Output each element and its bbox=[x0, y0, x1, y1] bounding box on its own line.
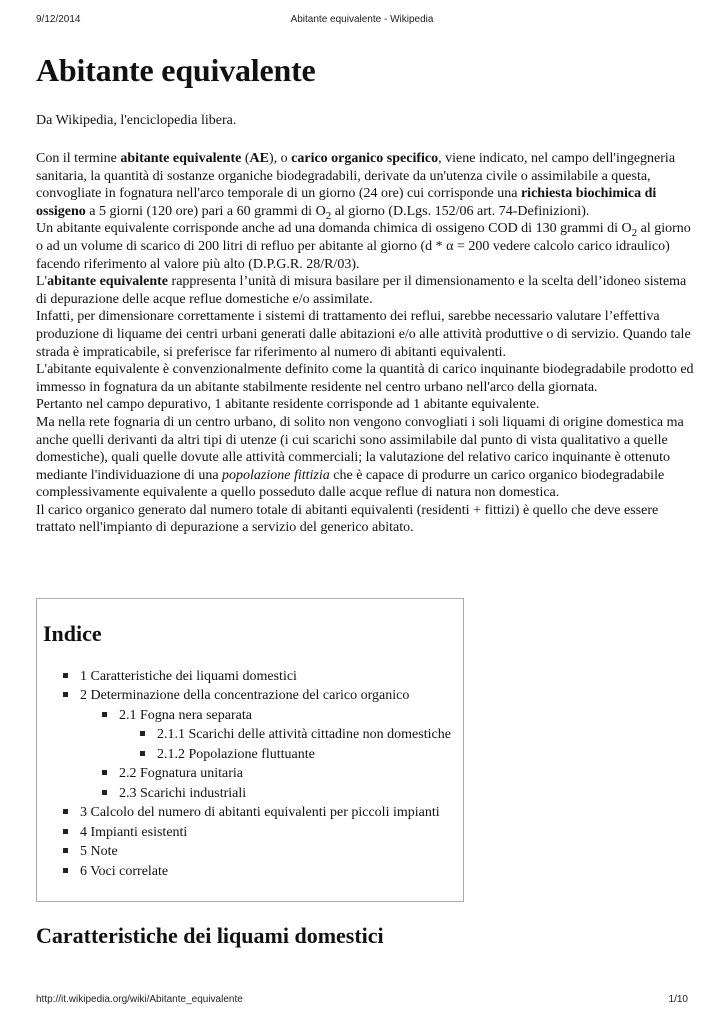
page-title: Abitante equivalente bbox=[36, 52, 316, 88]
toc-item[interactable]: 2.3 Scarichi industriali bbox=[102, 786, 246, 802]
paragraph-rete-fognaria: Ma nella rete fognaria di un centro urbano, di solito non vengono convogliati i soli liquami di origine domestica ma anche quelli derivanti da altri tipi di utenze (i cui scarichi sono assimilabile dal punto di vista qualitativo a quelle domestiche), quali quelle dovute alle attività commerciali; la valutazione del relativo carico inquinante è ottenuto mediante l'individuazione di una popolazione fittizia che è capace di produrre un carico organico biodegradabile complessivamente equivalente a quello posseduto dalle acque reflue di natura non domestica. bbox=[36, 414, 684, 501]
bullet-icon bbox=[63, 868, 68, 873]
print-url: http://it.wikipedia.org/wiki/Abitante_equivalente bbox=[36, 994, 243, 1005]
link-popolazione-fittizia[interactable]: popolazione fittizia bbox=[222, 467, 330, 483]
article-body bbox=[36, 150, 696, 537]
bullet-icon bbox=[140, 751, 145, 756]
bullet-icon bbox=[102, 790, 107, 795]
print-date: 9/12/2014 bbox=[36, 14, 81, 25]
section-heading: Caratteristiche dei liquami domestici bbox=[36, 923, 384, 948]
print-title: Abitante equivalente - Wikipedia bbox=[290, 14, 434, 25]
table-of-contents bbox=[36, 598, 464, 902]
paragraph-cod: Un abitante equivalente corrisponde anche ad una domanda chimica di ossigeno COD di 130 grammi di $O_2$ al giorno o ad un volume di scarico di 200 litri di refluo per abitante al giorno (d * α = 200 vedere calcolo carico idraulico) facendo riferimento al valore più alto (D.P.G.R. 28/R/03). bbox=[36, 221, 691, 272]
toc-item[interactable]: 4 Impianti esistenti bbox=[63, 825, 187, 841]
term-ae: AE bbox=[249, 151, 269, 166]
bullet-icon bbox=[63, 673, 68, 678]
toc-item[interactable]: 2.1.1 Scarichi delle attività cittadine non domestiche bbox=[140, 727, 451, 743]
bullet-icon bbox=[102, 712, 107, 717]
bullet-icon bbox=[140, 731, 145, 736]
print-page-number: 1/10 bbox=[668, 994, 688, 1005]
term-carico-organico: carico organico specifico bbox=[291, 151, 439, 166]
term-abitante-equivalente: abitante equivalente bbox=[120, 151, 242, 166]
toc-item[interactable]: 2.1.2 Popolazione fluttuante bbox=[140, 747, 315, 763]
paragraph-dimensionamento: Infatti, per dimensionare correttamente i sistemi di trattamento dei reflui, sarebbe necessario valutare l’effettiva produzione di liquame dei centri urbani generati dalle abitazioni e/o alle attività produttive o di servizio. Quando tale strada è impraticabile, si preferisce far riferimento al numero di abitanti equivalenti. bbox=[36, 309, 691, 360]
paragraph-intro: Con il termine abitante equivalente (AE), o carico organico specifico, viene indicato, nel campo dell'ingegneria sanitaria, la quantità di sostanze organiche biodegradabili, derivate da un'utenza civile o assimilabile a questa, convogliate in fognatura nell'arco temporale di un giorno (24 ore) cui corrisponde una richiesta biochimica di ossigeno a 5 giorni (120 ore) pari a 60 grammi di $O_2$ al giorno (D.Lgs. 152/06 art. 74-Definizioni). bbox=[36, 151, 676, 222]
paragraph-carico-totale: Il carico organico generato dal numero totale di abitanti equivalenti (residenti + fittizi) è quello che deve essere trattato nell'impianto di depurazione a servizio del generico abitato. bbox=[36, 502, 659, 536]
paragraph-pertanto: Pertanto nel campo depurativo, 1 abitante residente corrisponde ad 1 abitante equivalente. bbox=[36, 397, 540, 413]
toc-item[interactable]: 2 Determinazione della concentrazione del carico organico bbox=[63, 688, 409, 704]
toc-item[interactable]: 1 Caratteristiche dei liquami domestici bbox=[63, 669, 297, 685]
paragraph-unita-misura: L'abitante equivalente rappresenta l’unità di misura basilare per il dimensionamento e la scelta dell’idoneo sistema di depurazione delle acque reflue domestiche e/o assimilate. bbox=[36, 274, 687, 307]
toc-title: Indice bbox=[43, 621, 102, 646]
term-bod: richiesta biochimica di ossigeno bbox=[36, 186, 657, 219]
toc-item[interactable]: 5 Note bbox=[63, 844, 118, 860]
bullet-icon bbox=[102, 770, 107, 775]
paragraph-definizione: L'abitante equivalente è convenzionalmente definito come la quantità di carico inquinante biodegradabile prodotto ed immesso in fognatura da un abitante stabilmente residente nel centro urbano nell'arco della giornata. bbox=[36, 362, 694, 395]
toc-item[interactable]: 2.2 Fognatura unitaria bbox=[102, 766, 243, 782]
bullet-icon bbox=[63, 848, 68, 853]
toc-item[interactable]: 3 Calcolo del numero di abitanti equivalenti per piccoli impianti bbox=[63, 805, 440, 821]
bullet-icon bbox=[63, 692, 68, 697]
bullet-icon bbox=[63, 809, 68, 814]
page-subtitle: Da Wikipedia, l'enciclopedia libera. bbox=[36, 113, 237, 128]
toc-item[interactable]: 2.1 Fogna nera separata bbox=[102, 708, 252, 724]
bullet-icon bbox=[63, 829, 68, 834]
toc-item[interactable]: 6 Voci correlate bbox=[63, 864, 168, 880]
